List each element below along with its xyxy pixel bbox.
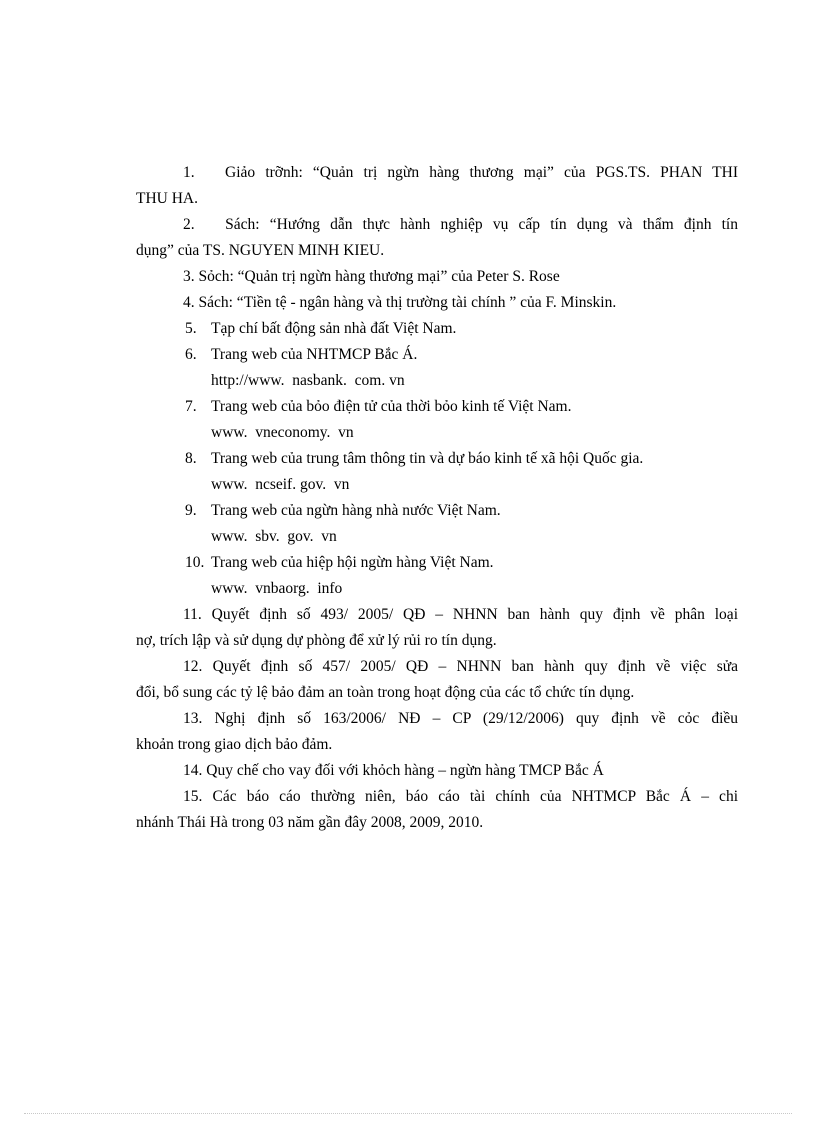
reference-number: 10.: [185, 554, 205, 571]
reference-text-continued: khoản trong giao dịch bảo đảm.: [136, 736, 333, 753]
reference-text: Trang web của bỏo điện tử của thời bỏo kinh tế Việt Nam.: [211, 398, 572, 415]
reference-text: Sách: “Hướng dẫn thực hành nghiệp vụ cấp tín dụng và thẩm định tín: [225, 216, 738, 233]
reference-item-12: [136, 654, 738, 706]
reference-number: 15.: [183, 788, 203, 805]
reference-item-9: [136, 498, 738, 550]
reference-text-continued: nợ, trích lập và sử dụng dự phòng để xử lý rủi ro tín dụng.: [136, 632, 497, 649]
reference-text: Các báo cáo thường niên, báo cáo tài chính của NHTMCP Bắc Á – chi: [212, 788, 738, 805]
reference-url: www. vnbaorg. info: [211, 580, 343, 597]
reference-item-2: [136, 212, 738, 264]
reference-item-15: [136, 784, 738, 836]
reference-url: www. vneconomy. vn: [211, 424, 354, 441]
reference-item-11: [136, 602, 738, 654]
reference-text: Trang web của trung tâm thông tin và dự báo kinh tế xã hội Quốc gia.: [211, 450, 644, 467]
reference-number: 6.: [185, 346, 197, 363]
reference-text: Trang web của NHTMCP Bắc Á.: [211, 346, 418, 363]
reference-number: 5.: [185, 320, 197, 337]
reference-text: Giảo trỡnh: “Quản trị ngừn hàng thương mại” của PGS.TS. PHAN THI: [225, 164, 738, 181]
reference-number: 11.: [183, 606, 202, 623]
reference-number: 13.: [183, 710, 203, 727]
reference-number: 8.: [185, 450, 197, 467]
reference-text: Trang web của ngừn hàng nhà nước Việt Nam.: [211, 502, 501, 519]
reference-url: www. sbv. gov. vn: [211, 528, 337, 545]
reference-item-1: [136, 160, 738, 212]
reference-item-13: [136, 706, 738, 758]
reference-item-8: [136, 446, 738, 498]
reference-list: [136, 160, 738, 836]
reference-number: 9.: [185, 502, 197, 519]
reference-item-14: 14. Quy chế cho vay đối với khỏch hàng – ngừn hàng TMCP Bắc Á: [183, 762, 604, 779]
reference-item-6: [136, 342, 738, 394]
reference-number: 2.: [183, 216, 195, 233]
reference-text-continued: đổi, bổ sung các tỷ lệ bảo đảm an toàn trong hoạt động của các tổ chức tín dụng.: [136, 684, 635, 701]
reference-url: http://www. nasbank. com. vn: [211, 372, 405, 389]
reference-text: Trang web của hiệp hội ngừn hàng Việt Nam.: [211, 554, 494, 571]
reference-text: Quyết định số 493/ 2005/ QĐ – NHNN ban hành quy định về phân loại: [211, 606, 738, 623]
reference-item-5: [136, 316, 738, 342]
reference-url: www. ncseif. gov. vn: [211, 476, 350, 493]
reference-item-4: 4. Sách: “Tiền tệ - ngân hàng và thị trường tài chính ” của F. Minskin.: [183, 294, 617, 311]
reference-item-10: [136, 550, 738, 602]
reference-number: 1.: [183, 164, 195, 181]
reference-text: Tạp chí bất động sản nhà đất Việt Nam.: [211, 320, 457, 337]
reference-text-continued: dụng” của TS. NGUYEN MINH KIEU.: [136, 242, 385, 259]
reference-text-continued: nhánh Thái Hà trong 03 năm gần đây 2008, 2009, 2010.: [136, 814, 484, 831]
reference-number: 7.: [185, 398, 197, 415]
reference-text: Quyết định số 457/ 2005/ QĐ – NHNN ban hành quy định về việc sửa: [212, 658, 739, 675]
reference-text: Nghị định số 163/2006/ NĐ – CP (29/12/2006) quy định về cỏc điều: [214, 710, 738, 727]
reference-item-7: [136, 394, 738, 446]
page-bottom-rule: [24, 1113, 792, 1114]
reference-item-3: 3. Sỏch: “Quản trị ngừn hàng thương mại” của Peter S. Rose: [183, 268, 560, 285]
reference-number: 12.: [183, 658, 203, 675]
reference-text-continued: THU HA.: [136, 190, 198, 207]
